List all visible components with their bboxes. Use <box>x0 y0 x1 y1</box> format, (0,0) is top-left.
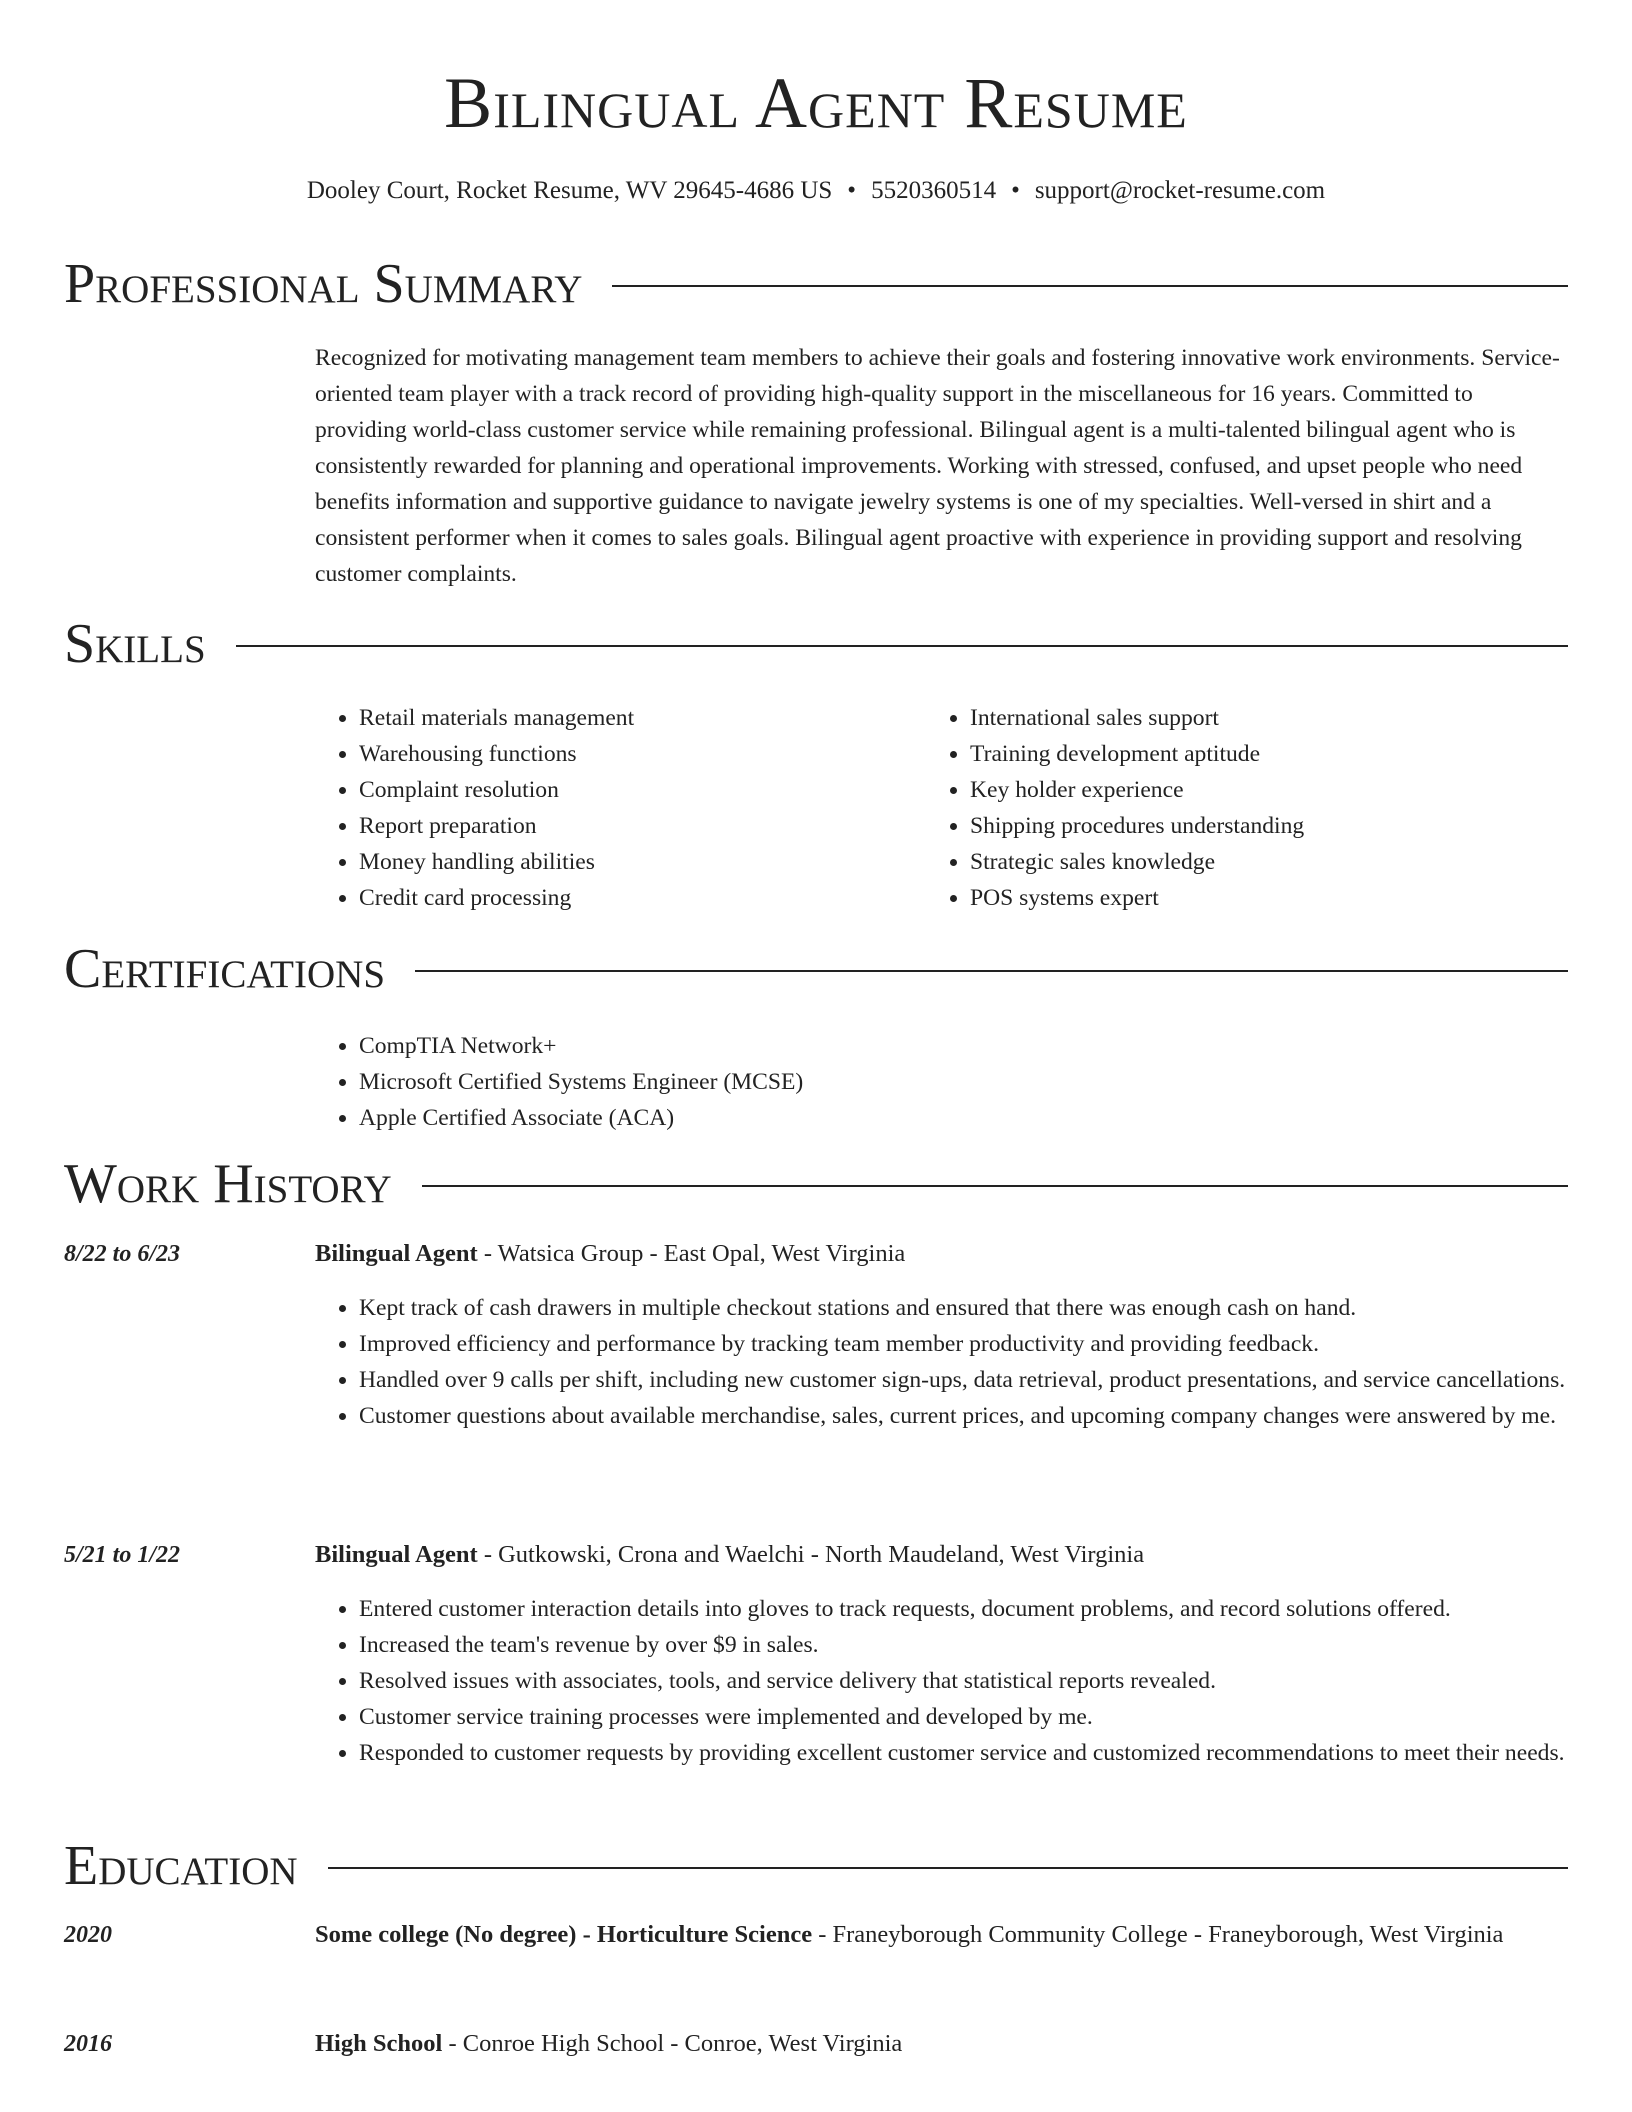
contact-phone: 5520360514 <box>871 177 997 204</box>
contact-separator: • <box>1011 177 1020 204</box>
education-school: - Conroe High School - Conroe, West Virginia <box>442 2030 903 2057</box>
section-divider <box>612 285 1568 287</box>
certification-item: • Apple Certified Associate (ACA) <box>359 1100 803 1136</box>
job-bullet: • Kept track of cash drawers in multiple checkout stations and ensured that there was enough cash on hand. <box>359 1290 1570 1326</box>
education-year: 2016 <box>64 2031 112 2057</box>
section-divider <box>415 970 1568 972</box>
education-school: - Franeyborough Community College - Franeyborough, West Virginia <box>812 1921 1504 1948</box>
skill-item: • Complaint resolution <box>359 772 634 808</box>
job-bullet: • Entered customer interaction details into gloves to track requests, document problems, and record solutions offered. <box>359 1591 1570 1627</box>
skill-item: • International sales support <box>970 700 1304 736</box>
job-dates: 8/22 to 6/23 <box>64 1241 181 1267</box>
certification-item: • Microsoft Certified Systems Engineer (MCSE) <box>359 1064 803 1100</box>
section-divider <box>328 1867 1568 1869</box>
section-heading: Skills <box>64 613 206 675</box>
section-skills-header <box>64 612 1568 676</box>
job-bullet: • Resolved issues with associates, tools, and service delivery that statistical reports revealed. <box>359 1663 1570 1699</box>
job-bullet: • Responded to customer requests by providing excellent customer service and customized recommendations to meet their needs. <box>359 1735 1570 1771</box>
skill-item: • Credit card processing <box>359 880 634 916</box>
certification-item: • CompTIA Network+ <box>359 1028 803 1064</box>
section-divider <box>236 645 1568 647</box>
job-bullet: • Improved efficiency and performance by tracking team member productivity and providing feedback. <box>359 1326 1570 1362</box>
skills-column-right <box>926 700 1304 916</box>
section-heading: Work History <box>64 1153 392 1215</box>
job-bullet: • Handled over 9 calls per shift, including new customer sign-ups, data retrieval, product presentations, and service cancellations. <box>359 1362 1570 1398</box>
skill-item: • Warehousing functions <box>359 736 634 772</box>
education-degree: Some college (No degree) - Horticulture Science <box>315 1921 813 1948</box>
job-employer: - Gutkowski, Crona and Waelchi - North Maudeland, West Virginia <box>477 1541 1145 1568</box>
job-dates: 5/21 to 1/22 <box>64 1542 181 1568</box>
section-divider <box>422 1185 1568 1187</box>
education-entry <box>315 1916 1570 1954</box>
contact-line <box>0 174 1632 208</box>
skill-item: • Retail materials management <box>359 700 634 736</box>
section-certifications-header <box>64 937 1568 1001</box>
skill-item: • Money handling abilities <box>359 844 634 880</box>
job-bullets <box>315 1591 1570 1771</box>
education-year: 2020 <box>64 1922 112 1948</box>
section-work-header <box>64 1152 1568 1216</box>
section-education-header <box>64 1834 1568 1898</box>
job-bullet: • Customer service training processes were implemented and developed by me. <box>359 1699 1570 1735</box>
job-header <box>315 1235 1570 1273</box>
education-entry <box>315 2025 1570 2063</box>
job-bullet: • Customer questions about available merchandise, sales, current prices, and upcoming company changes were answered by me. <box>359 1398 1570 1434</box>
education-degree: High School <box>315 2030 443 2057</box>
job-title: Bilingual Agent <box>315 1240 478 1267</box>
skill-item: • Shipping procedures understanding <box>970 808 1304 844</box>
job-title: Bilingual Agent <box>315 1541 478 1568</box>
skill-item: • Report preparation <box>359 808 634 844</box>
contact-email: support@rocket-resume.com <box>1034 177 1326 204</box>
job-bullets <box>315 1290 1570 1434</box>
skill-item: • POS systems expert <box>970 880 1304 916</box>
skill-item: • Training development aptitude <box>970 736 1304 772</box>
contact-address: Dooley Court, Rocket Resume, WV 29645-4686 US <box>306 177 833 204</box>
job-employer: - Watsica Group - East Opal, West Virginia <box>477 1240 906 1267</box>
contact-separator: • <box>847 177 857 204</box>
section-summary-header <box>64 252 1568 316</box>
skills-column-left <box>315 700 634 916</box>
skill-item: • Strategic sales knowledge <box>970 844 1304 880</box>
skill-item: • Key holder experience <box>970 772 1304 808</box>
summary-text: Recognized for motivating management team members to achieve their goals and fostering innovative work environments. Service-oriented team player with a track record of providing high-quality support in the miscellaneous for 16 years. Committed to providing world-class customer service while remaining professional. Bilingual agent is a multi-talented bilingual agent who is consistently rewarded for planning and operational improvements. Working with stressed, confused, and upset people who need benefits information and supportive guidance to navigate jewelry systems is one of my specialties. Well-versed in shirt and a consistent performer when it comes to sales goals. Bilingual agent proactive with experience in providing support and resolving customer complaints. <box>315 345 1560 587</box>
resume-title: Bilingual Agent Resume <box>444 63 1188 143</box>
job-bullet: • Increased the team's revenue by over $9 in sales. <box>359 1627 1570 1663</box>
job-header <box>315 1536 1570 1574</box>
section-heading: Education <box>64 1835 298 1897</box>
section-heading: Professional Summary <box>64 253 583 315</box>
certifications-list <box>315 1028 803 1136</box>
section-heading: Certifications <box>64 938 386 1000</box>
